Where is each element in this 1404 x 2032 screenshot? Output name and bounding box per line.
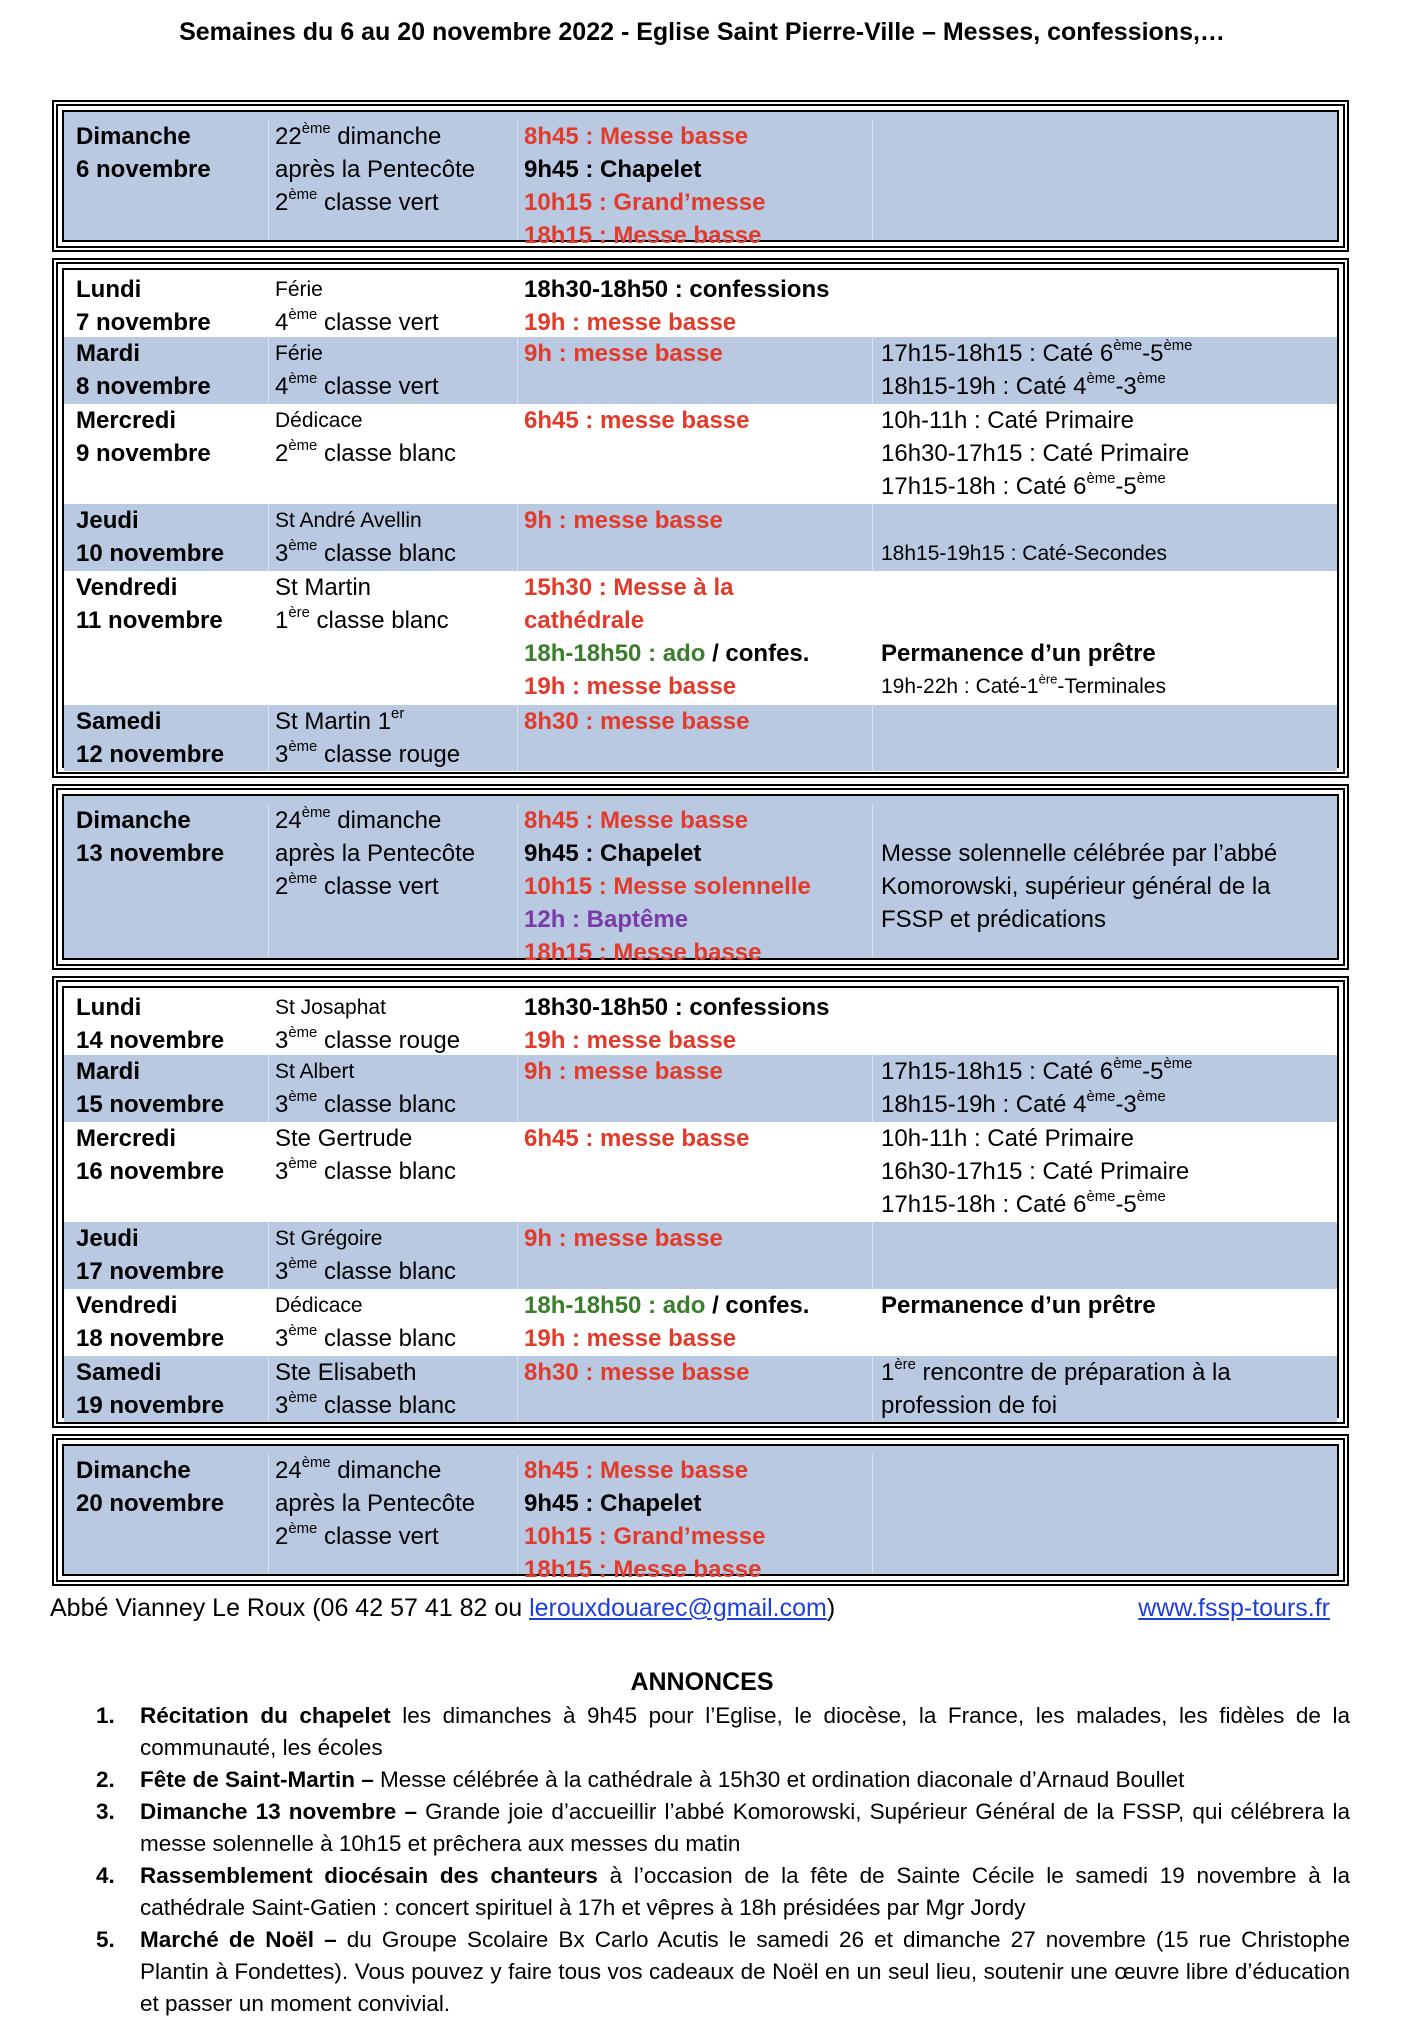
mass-time: 8h30 : messe basse bbox=[524, 1359, 750, 1386]
liturgy-class: 2ème classe vert bbox=[275, 1520, 439, 1550]
catechism-line: 17h15-18h : Caté 6ème-5ème bbox=[881, 470, 1166, 500]
liturgy-line: St André Avellin bbox=[275, 509, 422, 532]
liturgy-line: Férie bbox=[275, 278, 323, 301]
schedule-row-jeudi bbox=[64, 504, 1337, 571]
mass-time: 8h30 : messe basse bbox=[524, 708, 750, 735]
note-line: Messe solennelle célébrée par l’abbé bbox=[881, 840, 1278, 867]
catechism-line: 18h15-19h : Caté 4ème-3ème bbox=[881, 370, 1166, 400]
mass-time: 8h45 : Messe basse bbox=[524, 807, 749, 834]
catechism-line: 10h-11h : Caté Primaire bbox=[881, 1125, 1135, 1152]
week-block-sunday-6 bbox=[52, 100, 1349, 252]
page-title: Semaines du 6 au 20 novembre 2022 - Eglise Saint Pierre-Ville – Messes, confessions,… bbox=[179, 18, 1225, 46]
schedule-row-vendredi bbox=[64, 1289, 1337, 1356]
mass-time: 19h : messe basse bbox=[524, 1027, 737, 1054]
day-name: Vendredi bbox=[76, 1292, 178, 1319]
mass-time: 6h45 : messe basse bbox=[524, 1125, 750, 1152]
announcement-item: 4. Rassemblement diocésain des chanteurs à l’occasion de la fête de Sainte Cécile le samedi 19 novembre à la cathédrale Saint-Gatien : concert spirituel à 17h et vêpres à 18h présidées par Mgr Jordy bbox=[96, 1863, 1351, 1920]
schedule-row bbox=[64, 1446, 1337, 1583]
website-link[interactable]: www.fssp-tours.fr bbox=[1138, 1594, 1330, 1622]
liturgy-class: 3ème classe blanc bbox=[275, 1322, 457, 1352]
liturgy-class: 2ème classe vert bbox=[275, 870, 439, 900]
day-name: Jeudi bbox=[76, 1225, 139, 1252]
liturgy-class: 2ème classe blanc bbox=[275, 437, 457, 467]
mass-time: 9h : messe basse bbox=[524, 1225, 723, 1252]
day-date: 17 novembre bbox=[76, 1258, 225, 1285]
liturgy-line: Dédicace bbox=[275, 409, 363, 432]
day-date: 10 novembre bbox=[76, 540, 225, 567]
mass-time: 6h45 : messe basse bbox=[524, 407, 750, 434]
catechism-line: 16h30-17h15 : Caté Primaire bbox=[881, 1158, 1190, 1185]
schedule-row-mercredi bbox=[64, 1122, 1337, 1222]
mass-time: 9h : messe basse bbox=[524, 1058, 723, 1085]
schedule-row-mercredi bbox=[64, 404, 1337, 504]
confession-time: 18h30-18h50 : confessions bbox=[524, 276, 830, 303]
catechism-line: 18h15-19h : Caté 4ème-3ème bbox=[881, 1088, 1166, 1118]
mass-time: 18h15 : Messe basse bbox=[524, 222, 762, 249]
mass-time: 18h15 : Messe basse bbox=[524, 939, 762, 966]
rosary-time: 9h45 : Chapelet bbox=[524, 1490, 702, 1517]
week-block-7-12 bbox=[52, 258, 1349, 778]
day-name: Dimanche bbox=[76, 123, 191, 150]
liturgy-line: après la Pentecôte bbox=[275, 840, 476, 867]
schedule-row bbox=[64, 112, 1337, 249]
day-date: 7 novembre bbox=[76, 309, 211, 336]
announcements-list bbox=[96, 1700, 1350, 2020]
day-date: 11 novembre bbox=[76, 607, 223, 634]
announcement-item: 2. Fête de Saint-Martin – Messe célébrée à la cathédrale à 15h30 et ordination diaconale d’Arnaud Boullet bbox=[96, 1767, 1185, 1792]
announcements-title: ANNONCES bbox=[630, 1668, 774, 1696]
liturgy-class: 3ème classe rouge bbox=[275, 1024, 461, 1054]
liturgy-class: 2ème classe vert bbox=[275, 186, 439, 216]
day-name: Mardi bbox=[76, 1058, 141, 1085]
catechism-line: 17h15-18h : Caté 6ème-5ème bbox=[881, 1188, 1166, 1218]
day-name: Jeudi bbox=[76, 507, 139, 534]
liturgy-class: 3ème classe blanc bbox=[275, 1088, 457, 1118]
liturgy-line: 22ème dimanche bbox=[275, 120, 442, 150]
contact-text: Abbé Vianney Le Roux (06 42 57 41 82 ou bbox=[50, 1594, 530, 1622]
day-name: Samedi bbox=[76, 1359, 162, 1386]
mass-time: 8h45 : Messe basse bbox=[524, 123, 749, 150]
priest-permanence: Permanence d’un prêtre bbox=[881, 1292, 1156, 1319]
schedule-row-mardi bbox=[64, 1055, 1337, 1122]
mass-time: 19h : messe basse bbox=[524, 1325, 737, 1352]
liturgy-class: 4ème classe vert bbox=[275, 306, 439, 336]
day-date: 12 novembre bbox=[76, 741, 225, 768]
liturgy-class: 4ème classe vert bbox=[275, 370, 439, 400]
confession-time: 18h30-18h50 : confessions bbox=[524, 994, 830, 1021]
mass-time: 18h15 : Messe basse bbox=[524, 1556, 762, 1583]
youth-confession-time: 18h-18h50 : ado / confes. bbox=[524, 640, 810, 667]
announcement-item: 5. Marché de Noël – du Groupe Scolaire Bx Carlo Acutis le samedi 26 et dimanche 27 novembre (15 rue Christophe Plantin à Fondettes). Vous pouvez y faire tous vos cadeaux de Noël en un seul lieu, soutenir une œuvre libre d’éducation et passer un moment convivial. bbox=[96, 1927, 1350, 2016]
catechism-line: 19h-22h : Caté-1ère-Terminales bbox=[881, 671, 1166, 698]
day-date: 6 novembre bbox=[76, 156, 211, 183]
schedule-row bbox=[64, 796, 1337, 966]
schedule-row-samedi bbox=[64, 1356, 1337, 1422]
liturgy-line: après la Pentecôte bbox=[275, 1490, 476, 1517]
liturgy-class: 3ème classe blanc bbox=[275, 1389, 457, 1419]
announcement-item: 1. Récitation du chapelet les dimanches à 9h45 pour l’Eglise, le diocèse, la France, les malades, les fidèles de la communauté, les écoles bbox=[96, 1703, 1350, 1760]
liturgy-line: après la Pentecôte bbox=[275, 156, 476, 183]
schedule-row-lundi bbox=[64, 270, 1337, 337]
day-name: Mercredi bbox=[76, 407, 177, 434]
announcement-item: 3. Dimanche 13 novembre – Grande joie d’accueillir l’abbé Komorowski, Supérieur Général de la FSSP, qui célébrera la messe solennelle à 10h15 et prêchera aux messes du matin bbox=[96, 1799, 1350, 1856]
liturgy-line: Ste Elisabeth bbox=[275, 1359, 417, 1386]
mass-location: cathédrale bbox=[524, 607, 645, 634]
schedule-row-samedi bbox=[64, 705, 1337, 771]
liturgy-line: Dédicace bbox=[275, 1294, 363, 1317]
notes-cell bbox=[872, 120, 1337, 240]
schedule-row-jeudi bbox=[64, 1222, 1337, 1289]
priest-permanence: Permanence d’un prêtre bbox=[881, 640, 1156, 667]
week-block-sunday-13 bbox=[52, 784, 1349, 970]
mass-time: 10h15 : Grand’messe bbox=[524, 1523, 766, 1550]
day-date: 20 novembre bbox=[76, 1490, 225, 1517]
contact-footer: Abbé Vianney Le Roux (06 42 57 41 82 ou lerouxdouarec@gmail.com) www.fssp-tours.fr bbox=[50, 1594, 1330, 1622]
day-date: 19 novembre bbox=[76, 1392, 225, 1419]
day-name: Dimanche bbox=[76, 807, 191, 834]
liturgy-line: 24ème dimanche bbox=[275, 804, 442, 834]
liturgy-line: St Albert bbox=[275, 1060, 355, 1083]
liturgy-line: St Grégoire bbox=[275, 1227, 383, 1250]
day-date: 18 novembre bbox=[76, 1325, 225, 1352]
rosary-time: 9h45 : Chapelet bbox=[524, 840, 702, 867]
liturgy-line: St Martin 1er bbox=[275, 705, 405, 735]
day-name: Mardi bbox=[76, 340, 141, 367]
day-date: 14 novembre bbox=[76, 1027, 225, 1054]
liturgy-line: Ste Gertrude bbox=[275, 1125, 413, 1152]
mass-time: 19h : messe basse bbox=[524, 309, 737, 336]
liturgy-class: 3ème classe blanc bbox=[275, 1155, 457, 1185]
note-line: profession de foi bbox=[881, 1392, 1058, 1419]
week-block-sunday-20 bbox=[52, 1434, 1349, 1586]
liturgy-line: 24ème dimanche bbox=[275, 1454, 442, 1484]
day-date: 8 novembre bbox=[76, 373, 211, 400]
note-line: Komorowski, supérieur général de la bbox=[881, 873, 1271, 900]
catechism-line: 10h-11h : Caté Primaire bbox=[881, 407, 1135, 434]
liturgy-line: St Josaphat bbox=[275, 996, 386, 1019]
mass-time: 15h30 : Messe à la bbox=[524, 574, 734, 601]
email-link[interactable]: lerouxdouarec@gmail.com bbox=[529, 1594, 827, 1622]
catechism-line: 16h30-17h15 : Caté Primaire bbox=[881, 440, 1190, 467]
schedule-row-lundi bbox=[64, 988, 1337, 1055]
catechism-line: 18h15-19h15 : Caté-Secondes bbox=[881, 542, 1168, 565]
day-name: Vendredi bbox=[76, 574, 178, 601]
day-name: Dimanche bbox=[76, 1457, 191, 1484]
note-line: FSSP et prédications bbox=[881, 906, 1107, 933]
liturgy-line: Férie bbox=[275, 342, 323, 365]
day-name: Lundi bbox=[76, 276, 142, 303]
week-block-14-19 bbox=[52, 976, 1349, 1428]
liturgy-class: 1ère classe blanc bbox=[275, 604, 449, 634]
note-line: 1ère rencontre de préparation à la bbox=[881, 1356, 1231, 1386]
youth-confession-time: 18h-18h50 : ado / confes. bbox=[524, 1292, 810, 1319]
day-date: 15 novembre bbox=[76, 1091, 225, 1118]
mass-time: 9h : messe basse bbox=[524, 507, 723, 534]
rosary-time: 9h45 : Chapelet bbox=[524, 156, 702, 183]
day-date: 9 novembre bbox=[76, 440, 211, 467]
catechism-line: 17h15-18h15 : Caté 6ème-5ème bbox=[881, 337, 1193, 367]
day-date: 13 novembre bbox=[76, 840, 225, 867]
baptism-time: 12h : Baptême bbox=[524, 906, 689, 933]
liturgy-class: 3ème classe rouge bbox=[275, 738, 461, 768]
schedule-row-mardi bbox=[64, 337, 1337, 404]
day-date: 16 novembre bbox=[76, 1158, 225, 1185]
day-name: Lundi bbox=[76, 994, 142, 1021]
liturgy-class: 3ème classe blanc bbox=[275, 537, 457, 567]
schedule-row-vendredi bbox=[64, 571, 1337, 705]
day-name: Mercredi bbox=[76, 1125, 177, 1152]
day-name: Samedi bbox=[76, 708, 162, 735]
catechism-line: 17h15-18h15 : Caté 6ème-5ème bbox=[881, 1055, 1193, 1085]
mass-time: 8h45 : Messe basse bbox=[524, 1457, 749, 1484]
mass-time: 10h15 : Messe solennelle bbox=[524, 873, 811, 900]
mass-time: 10h15 : Grand’messe bbox=[524, 189, 766, 216]
mass-time: 19h : messe basse bbox=[524, 673, 737, 700]
liturgy-line: St Martin bbox=[275, 574, 372, 601]
liturgy-class: 3ème classe blanc bbox=[275, 1255, 457, 1285]
mass-time: 9h : messe basse bbox=[524, 340, 723, 367]
